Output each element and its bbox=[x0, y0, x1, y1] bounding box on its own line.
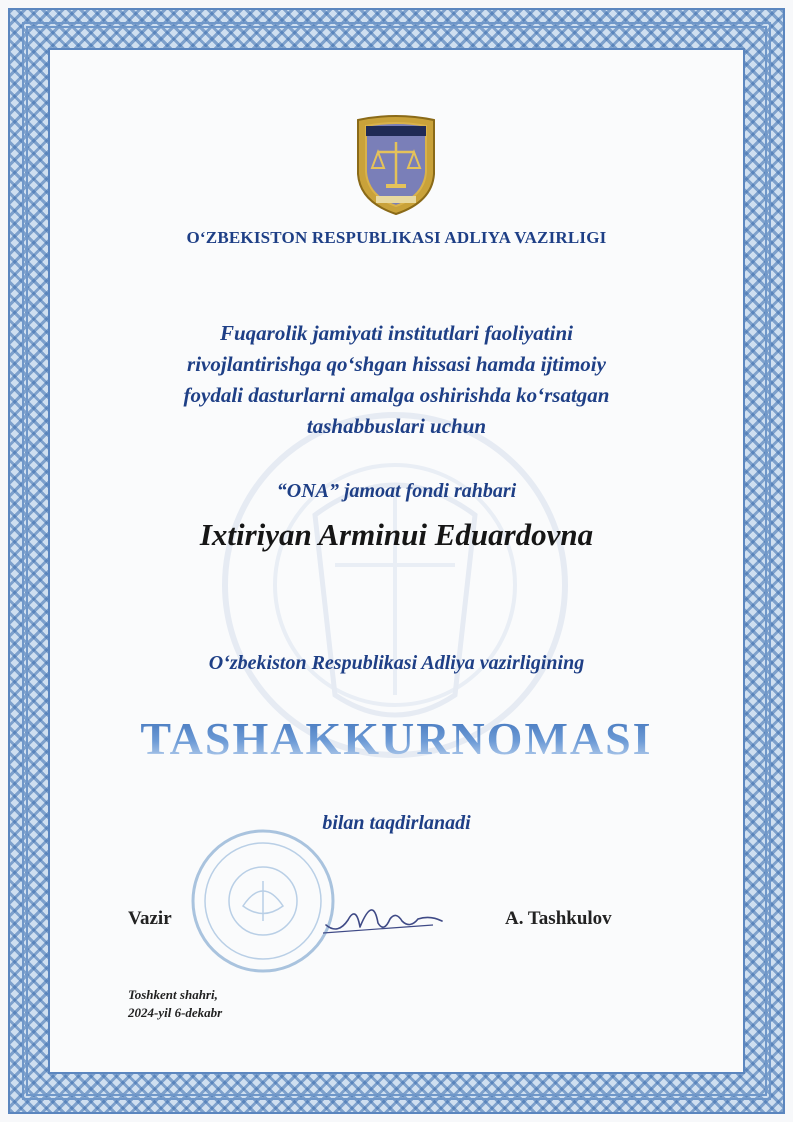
reason-line: Fuqarolik jamiyati institutlari faoliyatini bbox=[220, 321, 573, 345]
award-reason bbox=[96, 318, 697, 442]
reason-line: tashabbuslari uchun bbox=[306, 414, 487, 438]
issue-date: 2024-yil 6-dekabr bbox=[128, 1005, 223, 1020]
signer-name: A. Tashkulov bbox=[505, 908, 612, 929]
reason-line: foydali dasturlarni amalga oshirishda ko‘rsatgan bbox=[183, 383, 610, 407]
ministry-title: O‘ZBEKISTON RESPUBLIKASI ADLIYA VAZIRLIGI bbox=[186, 228, 607, 247]
award-title: TASHAKKURNOMASI bbox=[0, 712, 793, 765]
issue-place: Toshkent shahri, bbox=[128, 987, 218, 1002]
awarded-phrase: bilan taqdirlanadi bbox=[322, 812, 471, 834]
signature bbox=[318, 885, 448, 945]
reason-line: rivojlantirishga qo‘shgan hissasi hamda ijtimoiy bbox=[187, 352, 606, 376]
official-stamp bbox=[188, 826, 338, 976]
recipient-name: Ixtiriyan Arminui Eduardovna bbox=[199, 517, 594, 552]
issuer-line: O‘zbekiston Respublikasi Adliya vazirligining bbox=[208, 652, 585, 674]
signer-title: Vazir bbox=[128, 908, 172, 929]
place-date bbox=[128, 986, 222, 1022]
ministry-emblem bbox=[346, 112, 446, 217]
recipient-position: “ONA” jamoat fondi rahbari bbox=[276, 480, 517, 502]
